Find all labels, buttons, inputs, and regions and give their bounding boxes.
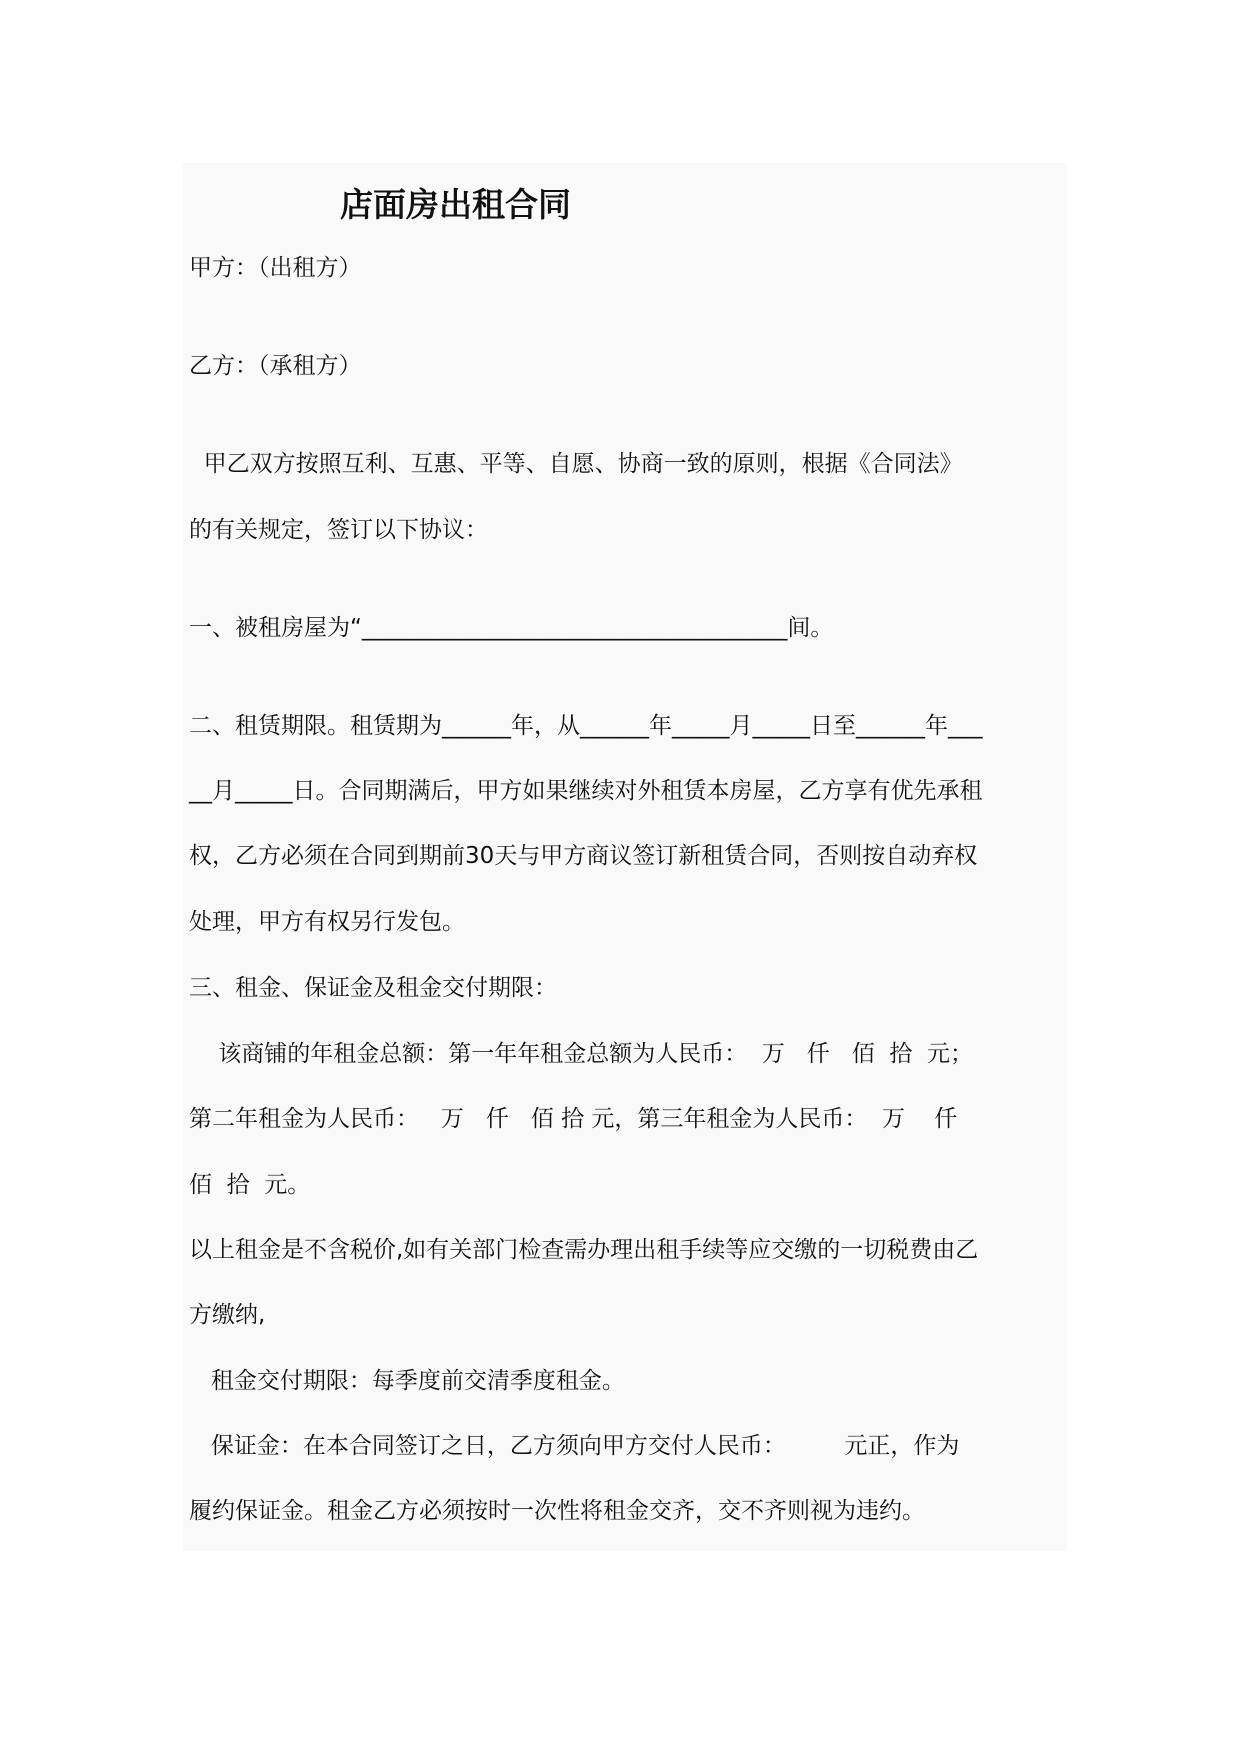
clause-3-line: 佰 拾 元。 [189, 1172, 311, 1198]
clause-1: 一、被租房屋为“_____________________________________间。 [189, 615, 834, 641]
clause-2-line: __月_____日。合同期满后，甲方如果继续对外租赁本房屋，乙方享有优先承租 [189, 778, 983, 804]
clause-3-line: 履约保证金。租金乙方必须按时一次性将租金交齐，交不齐则视为违约。 [189, 1498, 925, 1524]
party-b-line: 乙方：（承租方） [189, 353, 362, 379]
clause-3-heading: 三、租金、保证金及租金交付期限： [189, 975, 557, 1001]
clause-3-line: 第二年租金为人民币： 万 仟 佰 拾 元，第三年租金为人民币： 万 仟 [189, 1106, 958, 1132]
clause-3-line: 该商铺的年租金总额：第一年年租金总额为人民币： 万 仟 佰 拾 元； [189, 1041, 973, 1067]
clause-3-line: 方缴纳, [189, 1302, 266, 1328]
party-a-line: 甲方：（出租方） [189, 255, 362, 281]
clause-2-line: 二、租赁期限。租赁期为______年，从______年_____月_____日至______年___ [189, 713, 983, 739]
clause-3-line: 租金交付期限：每季度前交清季度租金。 [189, 1368, 625, 1394]
clause-2-line: 权，乙方必须在合同到期前30天与甲方商议签订新租赁合同，否则按自动弃权 [189, 843, 978, 869]
preamble-line: 甲乙双方按照互利、互惠、平等、自愿、协商一致的原则，根据《合同法》 [189, 451, 963, 477]
clause-2-line: 处理，甲方有权另行发包。 [189, 909, 465, 935]
clause-3-line: 保证金：在本合同签订之日，乙方须向甲方交付人民币： 元正，作为 [189, 1433, 960, 1459]
document-title: 店面房出租合同 [340, 185, 571, 224]
preamble-line: 的有关规定，签订以下协议： [189, 517, 488, 543]
clause-3-line: 以上租金是不含税价,如有关部门检查需办理出租手续等应交缴的一切税费由乙 [189, 1237, 979, 1263]
